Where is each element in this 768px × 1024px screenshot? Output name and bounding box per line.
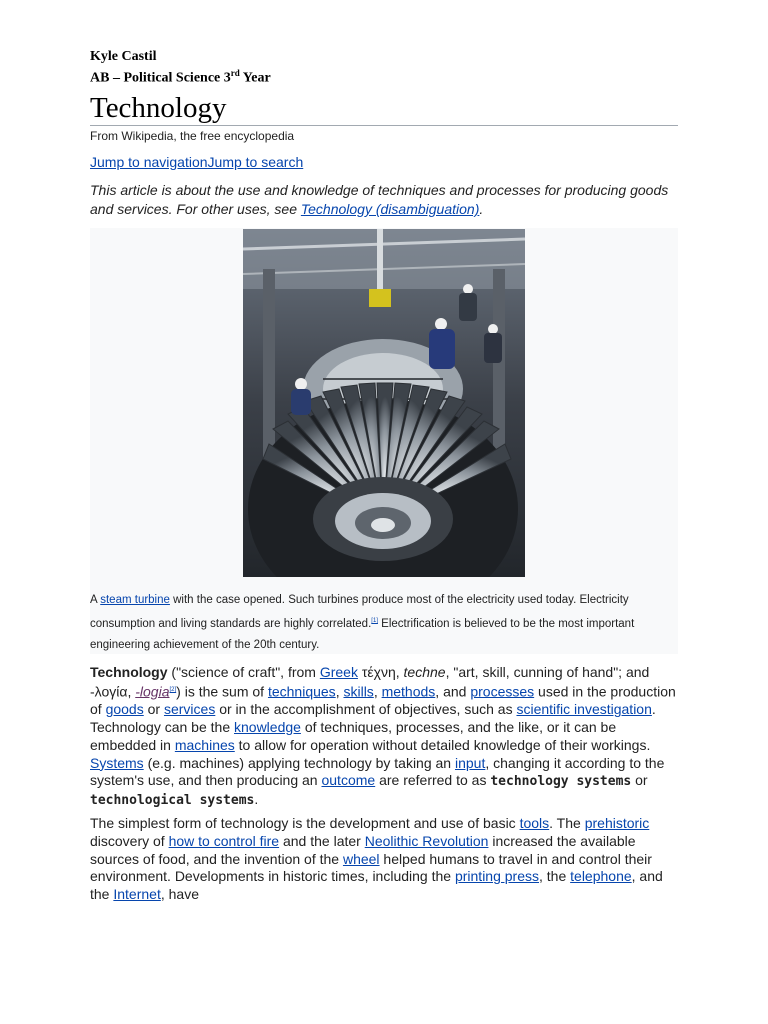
text-span: ) is the sum of — [176, 683, 268, 700]
title-divider — [90, 125, 678, 126]
author-block — [90, 48, 271, 87]
course-suffix: Year — [239, 70, 271, 86]
jump-to-navigation-link[interactable]: Jump to navigation — [90, 154, 208, 170]
article-title: Technology — [90, 92, 227, 124]
figure-caption — [90, 590, 674, 656]
text-span: , have — [160, 886, 199, 903]
italic-term: techne — [403, 664, 446, 680]
text-span: , — [373, 683, 382, 700]
tools-link[interactable]: tools — [519, 815, 550, 831]
greek-link[interactable]: Greek — [319, 664, 358, 680]
course-ordinal: rd — [230, 68, 240, 78]
paragraph-intro — [90, 664, 680, 810]
wheel-link[interactable]: wheel — [342, 850, 380, 867]
neolithic-revolution-link[interactable]: Neolithic Revolution — [364, 832, 489, 849]
text-span: (e.g. machines) applying technology by taking an — [143, 754, 455, 771]
author-name: Kyle Castil — [90, 49, 157, 64]
machines-link[interactable]: machines — [174, 736, 235, 753]
course-line — [90, 65, 271, 87]
telephone-link[interactable]: telephone — [570, 868, 632, 885]
scientific-investigation-link[interactable]: scientific investigation — [516, 701, 652, 718]
paragraph-history — [90, 815, 680, 904]
text-span: τέχνη, — [357, 664, 404, 680]
figure-box — [90, 228, 678, 654]
steam-turbine-illustration — [243, 229, 525, 577]
text-span: and the later — [279, 832, 365, 849]
prehistoric-link[interactable]: prehistoric — [584, 815, 650, 831]
hatnote — [90, 181, 680, 219]
text-span: . The — [549, 815, 585, 831]
text-span: or in the accomplishment of objectives, such as — [215, 701, 517, 718]
outcome-link[interactable]: outcome — [321, 772, 376, 789]
text-span: of techniques, processes, and the like, or it can be embedded in — [90, 719, 617, 753]
knowledge-link[interactable]: knowledge — [234, 719, 301, 736]
text-span: or — [631, 772, 648, 789]
hatnote-text: This article is about the use and knowledge of techniques and processes for producing goods and services. For other uses, see — [90, 182, 669, 217]
control-fire-link[interactable]: how to control fire — [168, 832, 280, 849]
services-link[interactable]: services — [163, 701, 216, 718]
text-span: , the — [539, 868, 571, 885]
text-span: . — [254, 791, 259, 808]
citation-link[interactable]: [2] — [169, 686, 177, 693]
jump-links — [90, 154, 303, 170]
text-span: or — [143, 701, 164, 718]
methods-link[interactable]: methods — [381, 683, 436, 700]
text-span: , and — [435, 683, 471, 700]
systems-link[interactable]: Systems — [90, 754, 144, 771]
text-span: , "art, skill, cunning of hand"; and -λογία, — [90, 664, 650, 700]
text-span: , — [335, 683, 344, 700]
steam-turbine-image[interactable] — [243, 229, 525, 577]
jump-to-search-link[interactable]: Jump to search — [207, 154, 304, 170]
text-span: The simplest form of technology is the development and use of basic — [90, 815, 520, 831]
steam-turbine-link[interactable]: steam turbine — [100, 594, 170, 606]
skills-link[interactable]: skills — [343, 683, 374, 700]
text-span: ("science of craft", from — [167, 664, 320, 680]
text-span: are referred to as — [375, 772, 491, 789]
caption-text: A — [90, 594, 101, 606]
text-span: , changing it according to the system's use, and then producing an — [90, 754, 665, 789]
disambiguation-link[interactable]: Technology (disambiguation) — [300, 201, 480, 217]
text-span: increased the available sources of food, and the invention of the — [90, 832, 636, 867]
caption-text: with the case opened. Such turbines produce most of the electricity used today. Electricity consumption and living standards are highly correlated. — [90, 594, 629, 630]
hatnote-end: . — [479, 201, 484, 217]
input-link[interactable]: input — [454, 754, 486, 771]
text-span: to allow for operation without detailed knowledge of their workings. — [234, 736, 651, 753]
caption-text: Electrification is believed to be the most important engineering achievement of the 20th century. — [90, 617, 635, 651]
course-prefix: AB – Political Science 3 — [90, 70, 231, 86]
text-span: . Technology can be the — [90, 701, 656, 736]
processes-link[interactable]: processes — [470, 683, 535, 700]
techniques-link[interactable]: techniques — [267, 683, 336, 700]
logia-link[interactable]: -logia — [135, 683, 170, 700]
bold-term: Technology — [90, 664, 168, 680]
bold-term: technology systems — [490, 774, 632, 790]
text-span: used in the production of — [90, 683, 676, 718]
internet-link[interactable]: Internet — [113, 886, 161, 903]
bold-term: technological systems — [90, 793, 255, 809]
text-span: , and the — [90, 868, 663, 903]
text-span: discovery of — [90, 832, 169, 849]
text-span: helped humans to travel in and control their environment. Developments in historic times, including the — [90, 850, 652, 885]
printing-press-link[interactable]: printing press — [454, 868, 539, 885]
goods-link[interactable]: goods — [105, 701, 144, 718]
article-tagline: From Wikipedia, the free encyclopedia — [90, 129, 295, 143]
citation-link[interactable]: [1] — [371, 618, 378, 624]
